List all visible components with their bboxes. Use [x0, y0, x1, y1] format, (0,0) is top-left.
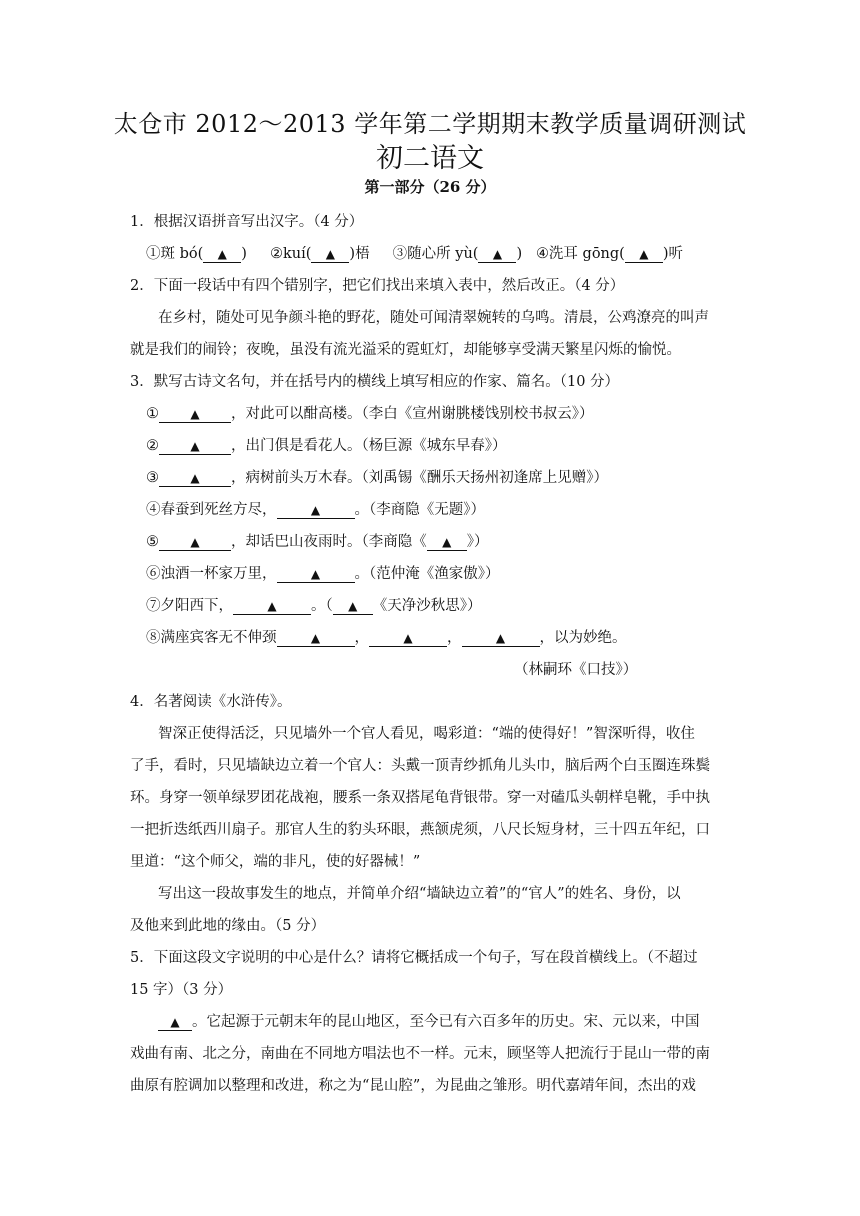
q4-passage-line: 里道：“这个师父，端的非凡，使的好器械！” [130, 854, 421, 870]
triangle-marker: ▲ [190, 471, 200, 485]
triangle-marker: ▲ [217, 247, 227, 261]
q4-passage-line: 环。身穿一领单绿罗团花战袍，腰系一条双搭尾龟背银带。穿一对磕瓜头朝样皂靴，手中执 [130, 790, 710, 806]
q3-line-2 [146, 434, 507, 455]
q4-passage-line: 一把折迭纸西川扇子。那官人生的豹头环眼，燕颔虎须，八尺长短身材，三十四五年纪，口 [130, 822, 710, 838]
q3-line-6 [146, 562, 500, 583]
q3-source: （林嗣环《口技》） [514, 662, 638, 678]
question-1-items [146, 242, 683, 263]
answer-blank [277, 503, 355, 519]
q3-line-5-post: 》） [466, 534, 489, 550]
answer-blank [158, 1015, 192, 1031]
q3-line-7 [146, 594, 482, 615]
question-1-stem: 1．根据汉语拼音写出汉字。（4 分） [130, 214, 364, 230]
q5-passage-line: 戏曲有南、北之分，南曲在不同地方唱法也不一样。元末，顾坚等人把流行于昆山一带的南 [130, 1046, 710, 1062]
q3-line-8-sep: ， [354, 630, 369, 646]
q1-item-3-pre: ③随心所 yù( [392, 246, 479, 262]
q3-line-4 [146, 498, 485, 519]
q3-line-8-pre: ⑧满座宾客无不伸颈 [146, 630, 277, 646]
q3-line-7-pre: ⑦夕阳西下， [146, 598, 233, 614]
question-5-stem: 5．下面这段文字说明的中心是什么？请将它概括成一个句子，写在段首横线上。（不超过 [130, 950, 698, 966]
q5-passage-line: 曲原有腔调加以整理和改进，称之为“昆山腔”，为昆曲之雏形。明代嘉靖年间，杰出的戏 [130, 1078, 696, 1094]
q3-line-8 [146, 626, 627, 647]
triangle-marker: ▲ [310, 503, 321, 517]
answer-blank [462, 631, 540, 647]
question-3-stem: 3．默写古诗文名句，并在括号内的横线上填写相应的作家、篇名。（10 分） [130, 374, 620, 390]
answer-blank [277, 631, 355, 647]
answer-blank [159, 535, 231, 551]
triangle-marker: ▲ [403, 631, 413, 645]
q3-line-7-post: 《天净沙秋思》） [372, 598, 482, 614]
q3-line-3-pre: ③ [146, 470, 159, 486]
triangle-marker: ▲ [190, 407, 200, 421]
subject-title: 初二语文 [376, 143, 484, 174]
q1-item-3-post: ) [516, 246, 523, 262]
q2-passage-line: 就是我们的闹铃；夜晚，虽没有流光溢采的霓虹灯，却能够享受满天繁星闪烁的愉悦。 [130, 342, 681, 358]
q4-passage-line: 了手，看时，只见墙缺边立着一个官人：头戴一顶青纱抓角儿头巾，脑后两个白玉圈连珠鬓 [130, 758, 710, 774]
q5-first-line [158, 1010, 700, 1031]
question-4-stem: 4．名著阅读《水浒传》。 [130, 694, 292, 710]
answer-blank [159, 407, 231, 423]
q1-item-2-post: )梧 [349, 246, 370, 262]
exam-title: 太仓市 2012～2013 学年第二学期期末教学质量调研测试 [113, 110, 747, 138]
triangle-marker: ▲ [170, 1015, 180, 1029]
question-5-stem-cont: 15 字）（3 分） [130, 982, 233, 998]
answer-blank [159, 439, 231, 455]
q4-question-line: 及他来到此地的缘由。（5 分） [130, 918, 326, 934]
triangle-marker: ▲ [495, 631, 506, 645]
q3-line-8-post: ，以为妙绝。 [539, 630, 627, 646]
triangle-marker: ▲ [310, 567, 321, 581]
q1-item-1-post: ) [241, 246, 247, 262]
answer-blank [427, 535, 467, 551]
q4-passage-line: 智深正使得活泛，只见墙外一个官人看见，喝彩道：“端的使得好！”智深听得，收住 [158, 726, 695, 742]
q3-line-5-mid: ，却话巴山夜雨时。（李商隐《 [231, 534, 427, 550]
answer-blank [159, 471, 231, 487]
triangle-marker: ▲ [190, 439, 200, 453]
q3-line-2-pre: ② [146, 438, 159, 454]
answer-blank [233, 599, 311, 615]
q3-line-3-post: ，病树前头万木春。（刘禹锡《酬乐天扬州初逢席上见赠》） [231, 470, 608, 486]
answer-blank [277, 567, 355, 583]
triangle-marker: ▲ [639, 247, 649, 261]
triangle-marker: ▲ [442, 535, 452, 549]
q3-line-4-post: 。（李商隐《无题》） [354, 502, 485, 518]
q3-line-1 [146, 402, 594, 423]
part-heading: 第一部分（26 分） [364, 178, 496, 196]
q3-line-1-post: ，对此可以酣高楼。（李白《宣州谢朓楼饯别校书叔云》） [231, 406, 594, 422]
q3-line-5-pre: ⑤ [146, 534, 159, 550]
q3-line-2-post: ，出门俱是看花人。（杨巨源《城东早春》） [231, 438, 507, 454]
triangle-marker: ▲ [492, 247, 503, 261]
question-2-stem: 2．下面一段话中有四个错别字，把它们找出来填入表中，然后改正。（4 分） [130, 278, 625, 294]
answer-blank [625, 247, 663, 263]
triangle-marker: ▲ [310, 631, 321, 645]
q3-line-8-sep: ， [447, 630, 462, 646]
q3-line-5 [146, 530, 489, 551]
q3-line-4-pre: ④春蚕到死丝方尽， [146, 502, 277, 518]
q3-line-1-pre: ① [146, 406, 159, 422]
q3-line-6-post: 。（范仲淹《渔家傲》） [354, 566, 500, 582]
q4-question-line: 写出这一段故事发生的地点，并简单介绍“墙缺边立着”的“官人”的姓名、身份，以 [158, 886, 681, 902]
answer-blank [478, 247, 516, 263]
q2-passage-line: 在乡村，随处可见争颜斗艳的野花，随处可闻清翠婉转的乌鸣。清晨，公鸡潦亮的叫声 [158, 310, 709, 326]
answer-blank [369, 631, 447, 647]
answer-blank [203, 247, 241, 263]
answer-blank [311, 247, 349, 263]
q5-first-line-text: 。它起源于元朝末年的昆山地区，至今已有六百多年的历史。宋、元以来，中国 [192, 1014, 700, 1030]
triangle-marker: ▲ [348, 599, 358, 613]
q1-item-1-pre: ①斑 bó( [146, 246, 204, 262]
q3-line-6-pre: ⑥浊酒一杯家万里， [146, 566, 277, 582]
q3-line-3 [146, 466, 608, 487]
q3-line-7-mid: 。（ [311, 598, 333, 614]
triangle-marker: ▲ [190, 535, 200, 549]
q1-item-2-pre: ②kuí( [270, 246, 312, 262]
q1-item-4-post: )听 [662, 246, 684, 262]
triangle-marker: ▲ [325, 247, 336, 261]
answer-blank [333, 599, 373, 615]
triangle-marker: ▲ [267, 599, 277, 613]
q1-item-4-pre: ④洗耳 gōng( [535, 246, 625, 262]
